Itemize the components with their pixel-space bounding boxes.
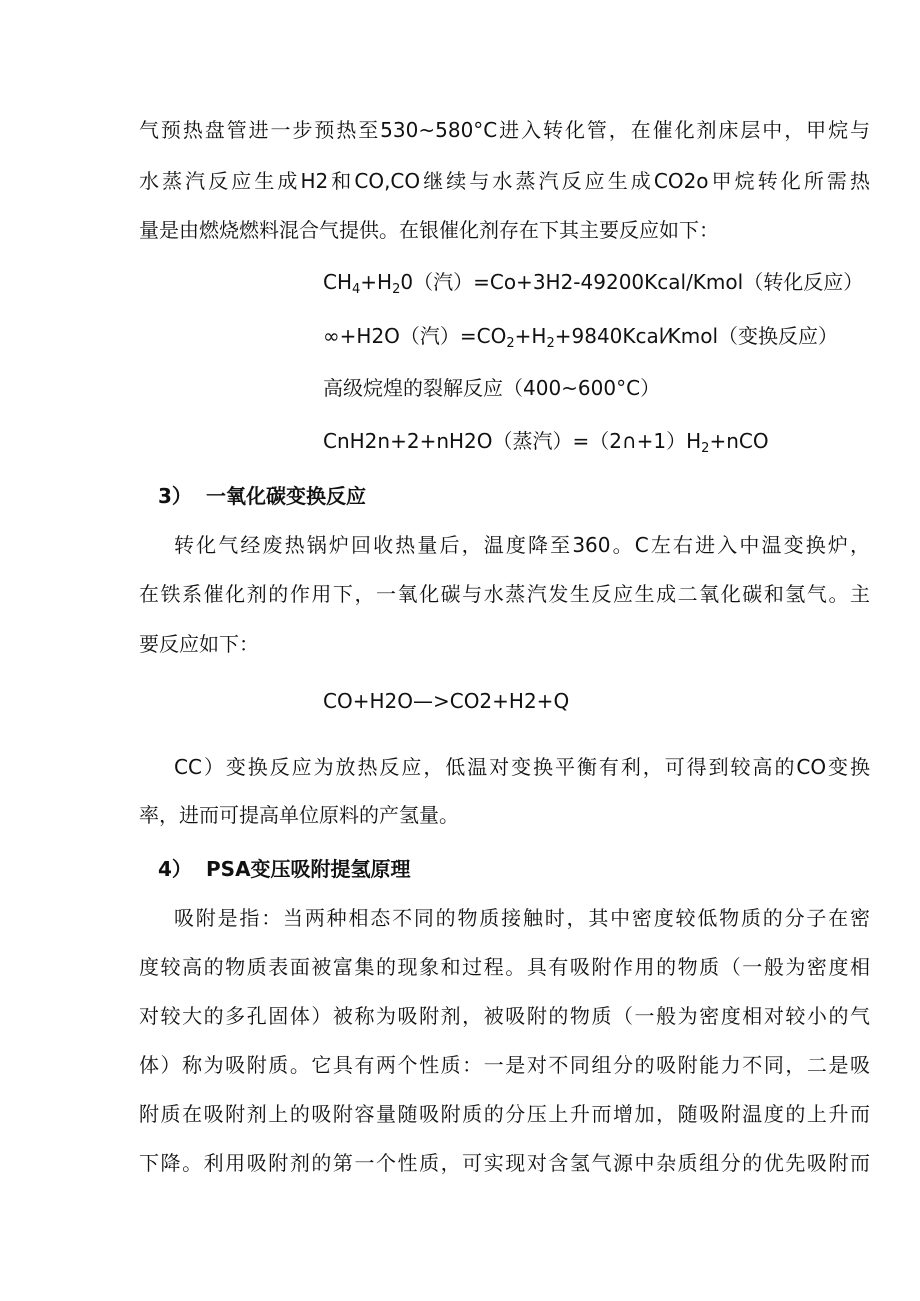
paragraph-line: 率，进而可提高单位原料的产氢量。 bbox=[139, 803, 459, 827]
paragraph-line: 要反应如下： bbox=[139, 632, 259, 656]
formula-shift: ∞+H2O（汽）$=CO_2+H_2+9840Kcal⁄Kmol$（变换反应） bbox=[323, 324, 839, 351]
formula-cracking-label: 高级烷煌的裂解反应（400~600°C） bbox=[323, 376, 661, 400]
paragraph-line: 量是由燃烧燃料混合气提供。在银催化剂存在下其主要反应如下： bbox=[139, 218, 719, 242]
paragraph-line: 附质在吸附剂上的吸附容量随吸附质的分压上升而增加，随吸附温度的上升而 bbox=[139, 1102, 870, 1126]
paragraph-line: 体）称为吸附质。它具有两个性质：一是对不同组分的吸附能力不同，二是吸 bbox=[139, 1053, 870, 1077]
paragraph-line: CC）变换反应为放热反应，低温对变换平衡有利，可得到较高的CO变换 bbox=[174, 755, 870, 779]
paragraph-line: 对较大的多孔固体）被称为吸附剂，被吸附的物质（一般为密度相对较小的气 bbox=[139, 1004, 870, 1028]
formula-cracking: CnH2n+2+nH2O（蒸汽）$=(2\cap+1)H_2+nCO$ bbox=[323, 429, 769, 456]
paragraph-line: 在铁系催化剂的作用下，一氧化碳与水蒸汽发生反应生成二氧化碳和氢气。主 bbox=[139, 582, 870, 606]
paragraph-line: 吸附是指：当两种相态不同的物质接触时，其中密度较低物质的分子在密 bbox=[174, 906, 870, 930]
paragraph-line: 度较高的物质表面被富集的现象和过程。具有吸附作用的物质（一般为密度相 bbox=[139, 955, 870, 979]
paragraph-line: 气预热盘管进一步预热至530~580°C进入转化管，在催化剂床层中，甲烷与 bbox=[139, 118, 870, 142]
formula-reforming: $CH_4+H_20$（汽）=Co+3H2-49200Kcal/Kmol（转化反应） bbox=[323, 270, 864, 297]
paragraph-line: 水蒸汽反应生成H2和CO,CO继续与水蒸汽反应生成CO2o甲烷转化所需热 bbox=[139, 169, 870, 193]
paragraph-line: 下降。利用吸附剂的第一个性质，可实现对含氢气源中杂质组分的优先吸附而 bbox=[139, 1151, 870, 1175]
section-heading-3: 3） 一氧化碳变换反应 bbox=[158, 484, 366, 508]
formula-co-shift: CO+H2O—>CO2+H2+Q bbox=[323, 689, 570, 713]
paragraph-line: 转化气经废热锅炉回收热量后，温度降至360。C左右进入中温变换炉， bbox=[174, 533, 870, 557]
section-heading-4: 4） PSA变压吸附提氢原理 bbox=[158, 857, 411, 881]
